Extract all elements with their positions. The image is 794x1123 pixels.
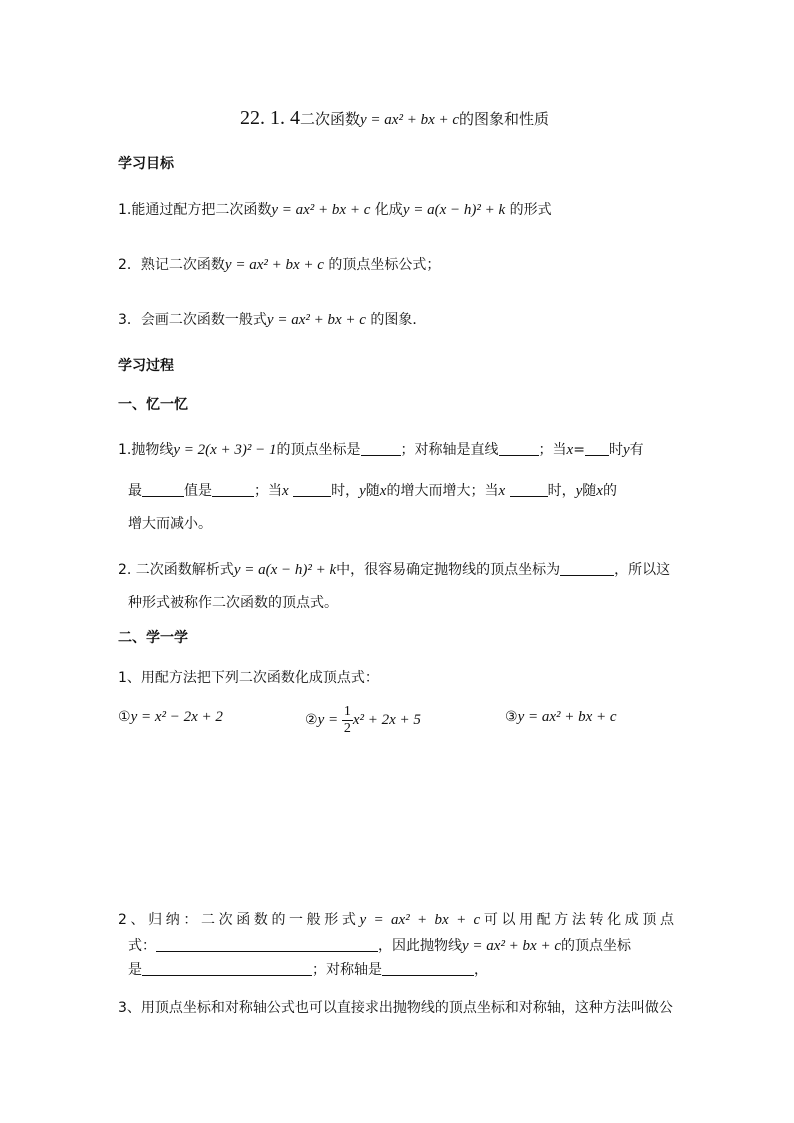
learn-q2-therefore: ，因此抛物线 <box>378 938 462 954</box>
exercise-3-mark: ③ <box>505 709 518 725</box>
exercise-2-mark: ② <box>305 712 318 728</box>
exercise-2 <box>305 702 421 738</box>
goal-2-post: 的顶点坐标公式； <box>323 257 441 273</box>
exercise-1 <box>118 707 223 727</box>
goal-2 <box>118 255 440 275</box>
learn-q2-axis-label: ；对称轴是 <box>312 962 382 978</box>
recall-q1-axis-label: ；对称轴是直线 <box>400 442 499 458</box>
recall-q1-increase-text: 的增大而增大；当 <box>386 483 499 499</box>
title-number: 22. 1. 4 <box>240 107 300 129</box>
exercise-1-formula: y = x² − 2x + 2 <box>130 709 223 725</box>
recall-q1-vertex-label: 的顶点坐标是 <box>276 442 361 458</box>
recall-q2-post: ，所以这 <box>614 562 671 578</box>
section-goals-heading: 学习目标 <box>118 156 174 172</box>
recall-q2-formula: y = a(x − h)² + k <box>233 562 337 578</box>
goal-3-formula: y = ax² + bx + c <box>266 312 366 328</box>
recall-q1-time2: 时， <box>331 483 360 499</box>
recall-q2-line1 <box>118 560 670 580</box>
recall-q1-formula: y = 2(x + 3)² − 1 <box>173 442 277 458</box>
recall-q2-pre: 2. 二次函数解析式 <box>118 562 234 578</box>
learn-q2-comma: ， <box>474 962 488 978</box>
blank-vertex-form[interactable] <box>156 937 378 952</box>
goal-1-formula-vertex: y = a(x − h)² + k <box>402 202 506 218</box>
title-formula: y = ax² + bx + c <box>360 112 460 128</box>
recall-q1-of: 的 <box>602 483 617 499</box>
recall-q1-pre: 1.抛物线 <box>118 442 174 458</box>
title-pre: 二次函数 <box>300 110 361 128</box>
fraction-denominator: 2 <box>343 720 351 736</box>
var-x: x <box>282 483 289 499</box>
learn-q2-formula2: y = ax² + bx + c <box>462 938 561 954</box>
blank-increase-range[interactable] <box>293 482 331 497</box>
blank-extreme-value[interactable] <box>212 482 254 497</box>
learn-q2-is: 是 <box>128 962 142 978</box>
learn-q2-formula: y = ax² + bx + c <box>359 912 481 928</box>
equals-sign: = <box>573 442 585 458</box>
recall-q2-mid: 中，很容易确定抛物线的顶点坐标为 <box>336 562 561 578</box>
learn-intro: 1、用配方法把下列二次函数化成顶点式： <box>118 670 379 686</box>
recall-q2-line2: 种形式被称作二次函数的顶点式。 <box>128 595 338 611</box>
learn-q2-vertex-form-label: 式： <box>128 938 156 954</box>
page-title <box>240 108 549 130</box>
var-y: y <box>575 483 583 499</box>
blank-vertex-coords[interactable] <box>560 561 614 576</box>
exercise-1-mark: ① <box>118 709 131 725</box>
recall-q1-line3: 增大而减小。 <box>128 516 212 532</box>
goal-1-formula-general: y = ax² + bx + c <box>271 202 371 218</box>
blank-general-axis[interactable] <box>382 961 474 976</box>
learn-q2-line1 <box>118 910 674 930</box>
var-x: x <box>498 483 506 499</box>
section-recall-heading: 一、忆一忆 <box>118 397 188 413</box>
blank-max-min[interactable] <box>142 482 184 497</box>
section-process-heading: 学习过程 <box>118 358 174 374</box>
var-y: y <box>622 442 630 458</box>
learn-q2-line2 <box>128 936 631 956</box>
recall-q1-with: 随 <box>365 483 380 499</box>
fraction-one-half <box>342 704 353 737</box>
exercise-2-pre: y = <box>317 712 342 728</box>
goal-3-post: 的图象． <box>365 312 427 328</box>
recall-q1-when: ；当 <box>538 442 567 458</box>
recall-q1-with2: 随 <box>582 483 597 499</box>
var-x: x <box>596 483 603 499</box>
blank-vertex[interactable] <box>361 441 401 456</box>
blank-x-value[interactable] <box>585 441 609 456</box>
exercise-3-formula: y = ax² + bx + c <box>517 709 617 725</box>
recall-q1-value-is: 值是 <box>184 483 212 499</box>
recall-q1-time: 时 <box>608 442 623 458</box>
blank-axis[interactable] <box>499 441 539 456</box>
goal-1-mid: 化成 <box>370 202 403 218</box>
goal-1-post: 的形式 <box>505 202 552 218</box>
title-post: 的图象和性质 <box>459 110 550 128</box>
fraction-numerator: 1 <box>343 703 351 719</box>
recall-q1-line2 <box>128 481 617 501</box>
goal-1 <box>118 200 552 220</box>
learn-q2-line3 <box>128 960 488 980</box>
goal-1-pre: 1.能通过配方把二次函数 <box>118 202 272 218</box>
exercise-3 <box>505 707 617 727</box>
recall-q1-line1 <box>118 440 644 460</box>
section-learn-heading: 二、学一学 <box>118 630 188 646</box>
learn-q2-pre: 2、归纳：二次函数的一般形式 <box>118 912 360 928</box>
recall-q1-time3: 时， <box>547 483 576 499</box>
recall-q1-when2: ；当 <box>254 483 282 499</box>
blank-general-vertex[interactable] <box>142 961 312 976</box>
var-x: x <box>566 442 574 458</box>
recall-q1-has: 有 <box>629 442 644 458</box>
blank-decrease-range[interactable] <box>510 482 548 497</box>
recall-q1-max: 最 <box>128 483 142 499</box>
exercise-2-post: x² + 2x + 5 <box>352 712 421 728</box>
goal-2-pre: 2．熟记二次函数 <box>118 257 225 273</box>
learn-q2-vertex-coord-label: 的顶点坐标 <box>561 938 631 954</box>
goal-3 <box>118 310 426 330</box>
goal-2-formula: y = ax² + bx + c <box>224 257 324 273</box>
var-x: x <box>379 483 387 499</box>
learn-q2-post: 可以用配方法转化成顶点 <box>480 912 674 928</box>
goal-3-pre: 3．会画二次函数一般式 <box>118 312 267 328</box>
learn-q3: 3、用顶点坐标和对称轴公式也可以直接求出抛物线的顶点坐标和对称轴，这种方法叫做公 <box>118 1000 673 1016</box>
var-y: y <box>359 483 366 499</box>
